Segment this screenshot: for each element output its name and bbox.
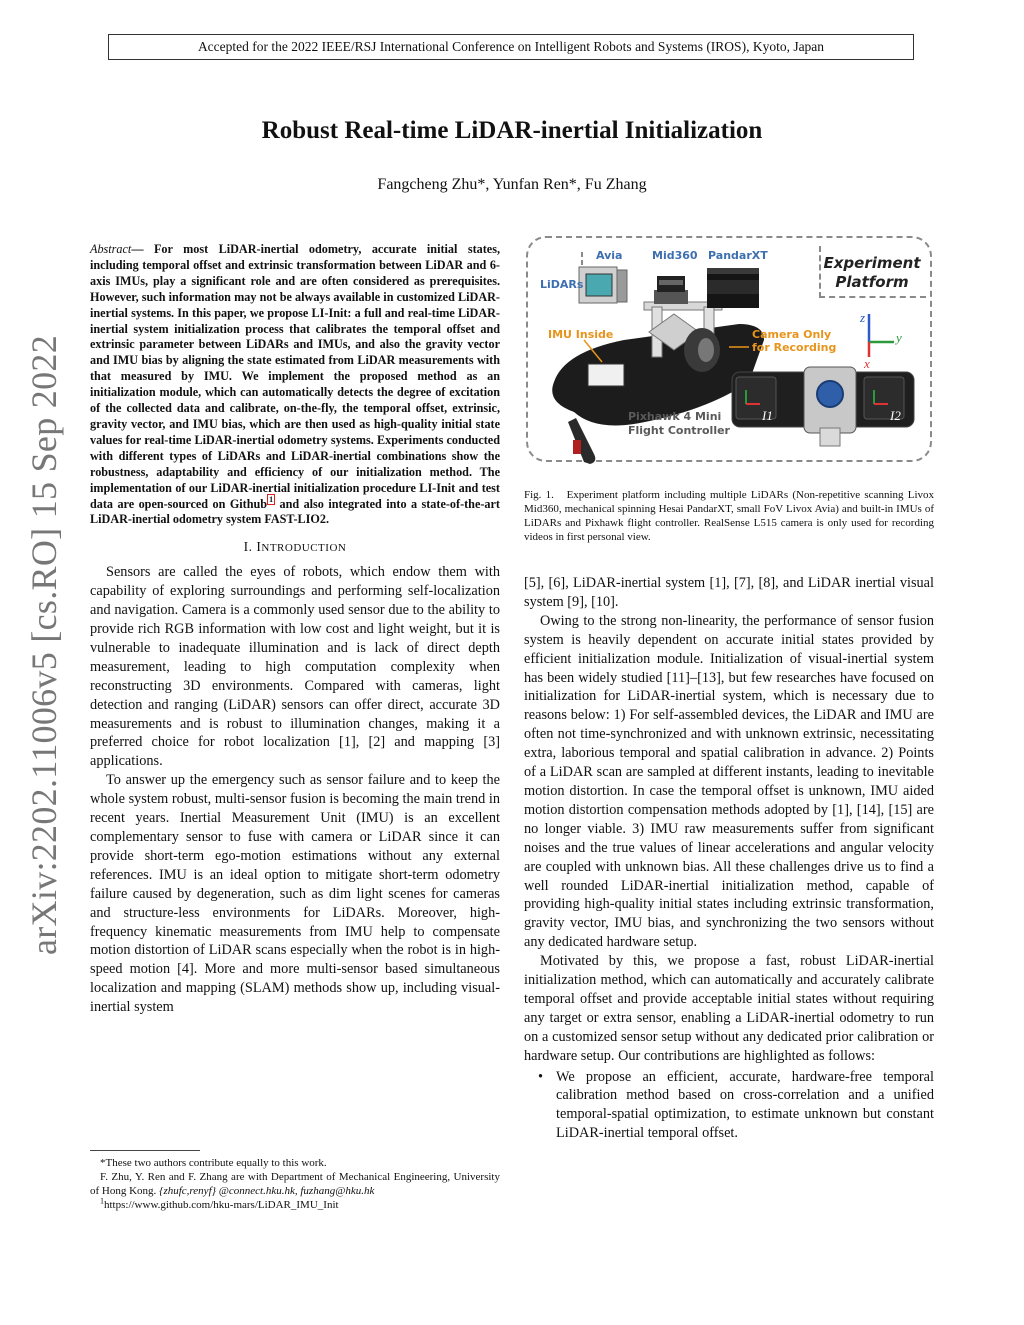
imu-1-label: I1 — [762, 408, 773, 423]
contribution-text: We propose an efficient, accurate, hardware-free temporal calibration method based on cross-correlation and a unified temporal-spatial optimization, to estimate unknown but constant LiDAR-inertial temporal offset. — [556, 1068, 934, 1142]
conference-banner: Accepted for the 2022 IEEE/RSJ International Conference on Intelligent Robots and Systems (IROS), Kyoto, Japan — [108, 34, 914, 60]
affiliation-text: F. Zhu, Y. Ren and F. Zhang are with Department of Mechanical Engineering, University of Hong Kong. — [90, 1171, 500, 1197]
label-pixhawk-line-1: Pixhawk 4 Mini — [628, 410, 722, 423]
label-pixhawk — [628, 410, 730, 438]
axis-z-label: z — [860, 310, 866, 325]
mid360-base — [654, 290, 688, 304]
contribution-list — [524, 1068, 934, 1144]
label-camera-line-2: for Recording — [752, 341, 837, 354]
left-column — [90, 242, 500, 1017]
author-list: Fangcheng Zhu*, Yunfan Ren*, Fu Zhang — [377, 176, 647, 193]
label-lidars: LiDARs — [540, 278, 584, 291]
flight-controller-knob — [817, 381, 843, 407]
footnote-affiliation — [90, 1170, 500, 1198]
pandar-window — [707, 280, 759, 294]
figure-title-line-2: Platform — [835, 273, 909, 291]
figure-caption-text: Experiment platform including multiple LiDARs (Non-repetitive scanning Livox Mid360, mechanical spinning Hesai PandarXT, small FoV Livox Avia) and built-in IMUs of LiDARs and Pixhawk flight controller. RealSense L515 camera is only used for recording videos in first personal view. — [524, 489, 934, 543]
label-imu-inside: IMU Inside — [548, 328, 614, 341]
avia-window — [586, 274, 612, 296]
section-numeral: I. — [243, 539, 253, 555]
mid360-window — [659, 280, 683, 285]
label-camera-line-1: Camera Only — [752, 328, 832, 341]
footnotes — [90, 1150, 500, 1212]
pandar-top — [707, 268, 759, 274]
footnote-equal-contribution: *These two authors contribute equally to this work. — [100, 1157, 327, 1169]
label-mid360: Mid360 — [652, 249, 698, 262]
label-avia: Avia — [596, 249, 623, 262]
abstract-body: — For most LiDAR-inertial odometry, accurate initial states, including temporal offset and extrinsic transformation between LiDAR and 6-axis IMUs, play a significant role and are often considered as prerequisites. However, such information may not be always available in customized LiDAR-inertial systems. In this paper, we propose LI-Init: a full and real-time LiDAR-inertial system initialization process that calibrates the temporal offset and extrinsic parameter between LiDARs and IMUs, and also the gravity vector and IMU bias by aligning the state estimated from LiDAR measurements with that measured by IMU. We implement the proposed method as an initialization module, which can automatically detects the degree of excitation of the collected data and calibrate, on-the-fly, the temporal offset, extrinsic, gravity vector, and IMU bias, which are then used as high-quality initial state values for real-time LiDAR-inertial odometry systems. Experiments conducted with different types of LiDARs and LiDAR-inertial combinations show the robustness, adaptability and efficiency of our initialization method. The implementation of our LiDAR-inertial initialization procedure LI-Init and test data are open-sourced on Github — [90, 242, 500, 511]
affiliation-emails: {zhufc,renyf} @connect.hku.hk, fuzhang@hku.hk — [159, 1185, 375, 1197]
intro-paragraph-1: Sensors are called the eyes of robots, which endow them with capability of exploring surroundings and performing self-localization and navigation. Camera is a commonly used sensor due to the ability to provide rich RGB information with low cost and light weight, but it is vulnerable to inadequate illumination and is lack of direct depth measurement, leading to high computation complexity when reconstructing 3D environments. Compared with cameras, light detection and ranging (LiDAR) sensors can offer direct, accurate 3D measurements and is robust to illumination changes, making it a preferred choice for robot localization [1], [2] and mapping [3] applications. — [90, 564, 500, 770]
abstract-body-end: and also integrated into a state-of-the-art LiDAR-inertial odometry system FAST-LIO2. — [90, 496, 500, 527]
recording-camera-lens — [698, 338, 714, 362]
label-camera — [752, 328, 836, 354]
section-first-letter: I — [256, 539, 262, 555]
intro-paragraph-2-continued: [5], [6], LiDAR-inertial system [1], [7], [8], and LiDAR inertial visual system [9], [10]. — [524, 575, 934, 610]
abstract — [90, 242, 500, 528]
footnote-1-url[interactable]: https://www.github.com/hku-mars/LiDAR_IMU_Init — [104, 1199, 339, 1211]
avia-side — [617, 270, 627, 302]
figure-caption-label: Fig. 1. — [524, 489, 554, 501]
bullet-icon: • — [538, 1068, 544, 1085]
handle-accent — [573, 440, 581, 454]
figure-title-line-1: Experiment — [823, 254, 921, 272]
axis-x-label: x — [864, 356, 870, 371]
arxiv-id: arXiv:2202.11006v5 [cs.RO] 15 Sep 2022 — [24, 334, 64, 956]
flight-controller-foot — [820, 428, 840, 446]
intro-paragraph-4: Motivated by this, we propose a fast, robust LiDAR-inertial initialization method, which can automatically and accurately calibrate temporal offset and provide acceptable initial states without requiring any target or extra sensor, enabling a LiDAR-inertial odometry to run on a customized sensor setup without any dedicated prior calibration or hardware setup. Our contributions are highlighted as follows: — [524, 953, 934, 1064]
figure-caption — [524, 488, 934, 544]
right-column — [524, 574, 934, 1143]
imu-device — [588, 364, 624, 386]
section-heading-introduction — [90, 539, 500, 555]
handle — [568, 418, 595, 464]
section-title-rest: NTRODUCTION — [261, 542, 347, 555]
figure-experiment-platform — [524, 232, 934, 470]
intro-paragraph-2: To answer up the emergency such as sensor failure and to keep the whole system robust, multi-sensor fusion is becoming the main trend in recent years. Inertial Measurement Unit (IMU) is an excellent complementary sensor to fuse with camera or LiDAR since it can provide short-term ego-motion estimations without any external references. IMU is an ideal option to mitigate short-term odometry failure caused by degeneration, such as dim light scenes for cameras and structure-less environments for LiDARs. Moreover, high-frequency kinematic measurements from IMU help to compensate motion distortion of LiDAR scans especially when the robot is in high-speed motion [4]. More and more multi-sensor based simultaneous localization and mapping (SLAM) methods show up, including visual-inertial system — [90, 772, 500, 1016]
footnote-ref-link[interactable]: 1 — [269, 495, 274, 505]
footnote-1-mark: 1 — [100, 1196, 104, 1206]
abstract-label: Abstract — [90, 242, 132, 256]
footnote-rule — [90, 1150, 200, 1151]
label-pixhawk-line-2: Flight Controller — [628, 424, 730, 437]
contribution-item — [524, 1068, 934, 1144]
label-pandarxt: PandarXT — [708, 249, 768, 262]
imu-2-label: I2 — [890, 408, 901, 423]
paper-title: Robust Real-time LiDAR-inertial Initialization — [261, 117, 763, 144]
footnote-1 — [90, 1198, 500, 1212]
axis-y-label: y — [896, 330, 902, 345]
intro-paragraph-3: Owing to the strong non-linearity, the performance of sensor fusion system is heavily dependent on accurate initial states provided by efficient initialization module. Initialization of visual-inertial system has been widely studied [11]–[13], but few researches have focused on initialization for LiDAR-inertial system, which is necessary due to reasons below: 1) For self-assembled devices, the LiDAR and IMU are often not time-synchronized and with unknown extrinsic, necessitating extra, laborious temporal and spatial calibration in advance. 2) Points of a LiDAR scan are sampled at different instants, leading to inevitable motion distortion. In case the temporal offset is unknown, IMU aided motion distortion compensation methods adopted by [1], [14], [15] are no longer viable. 3) IMU raw measurements suffer from significant noises and the true values of linear accelerations and angular velocity are coupled with unknown bias. All these challenges drive us to find a well rounded LiDAR-inertial initialization method, capable of providing high-quality initial states including extrinsic transformation, gravity vector, IMU bias, and synchronizing the two sensors without any dedicated hardware setup. — [524, 612, 934, 951]
